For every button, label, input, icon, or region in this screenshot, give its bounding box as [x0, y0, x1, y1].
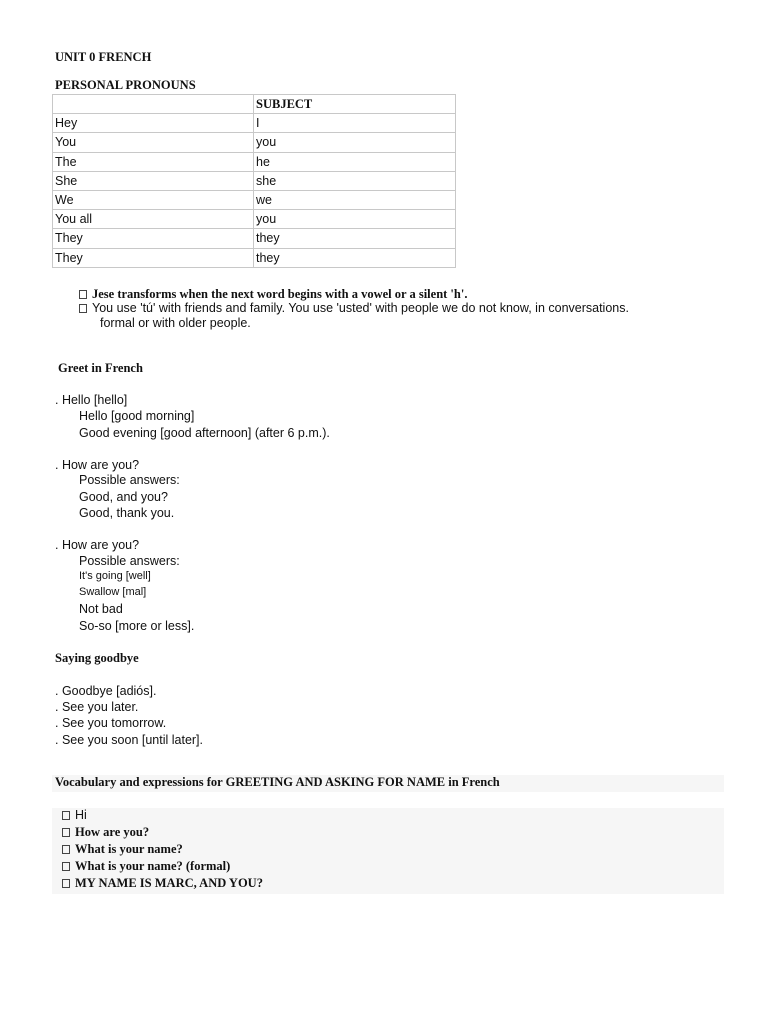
- pronouns-table: [52, 94, 456, 268]
- note-item: [79, 287, 467, 302]
- table-cell: You all: [52, 210, 253, 229]
- table-cell: you: [253, 210, 456, 229]
- table-row: [52, 133, 456, 152]
- table-cell: They: [52, 249, 253, 268]
- greeting-item: . How are you?: [55, 538, 140, 552]
- greeting-subitem: So-so [more or less].: [79, 619, 195, 633]
- table-cell: she: [253, 172, 456, 191]
- greeting-subitem: Swallow [mal]: [79, 586, 147, 598]
- square-bullet-icon: [62, 845, 70, 854]
- table-cell: we: [253, 191, 456, 210]
- table-header-cell: SUBJECT: [253, 94, 456, 114]
- goodbye-item: . See you soon [until later].: [55, 733, 204, 747]
- greeting-item: . Hello [hello]: [55, 393, 128, 407]
- table-row: [52, 249, 456, 268]
- note-continuation: formal or with older people.: [100, 316, 251, 330]
- greeting-subitem: Not bad: [79, 602, 123, 616]
- vocab-text: What is your name?: [75, 842, 183, 856]
- pronouns-heading: PERSONAL PRONOUNS: [55, 78, 196, 92]
- table-cell: he: [253, 153, 456, 172]
- table-cell: you: [253, 133, 456, 152]
- goodbye-heading: Saying goodbye: [55, 651, 139, 665]
- vocab-text: MY NAME IS MARC, AND YOU?: [75, 876, 263, 890]
- greeting-item: . How are you?: [55, 458, 140, 472]
- greeting-subitem: Good, and you?: [79, 490, 168, 504]
- greeting-subitem: Possible answers:: [79, 473, 180, 487]
- page-title: UNIT 0 FRENCH: [55, 50, 152, 64]
- note-text: You use 'tú' with friends and family. You use 'usted' with people we do not know, in conversations.: [92, 301, 629, 315]
- table-row: [52, 114, 456, 133]
- greeting-subitem: Possible answers:: [79, 554, 180, 568]
- greeting-subitem: Good, thank you.: [79, 506, 175, 520]
- vocab-text: Hi: [75, 808, 87, 822]
- table-cell: Hey: [52, 114, 253, 133]
- square-bullet-icon: [79, 290, 87, 299]
- table-row: [52, 210, 456, 229]
- table-cell: The: [52, 153, 253, 172]
- square-bullet-icon: [62, 862, 70, 871]
- vocab-item: [62, 842, 183, 857]
- vocab-text: What is your name? (formal): [75, 859, 231, 873]
- table-row: [52, 153, 456, 172]
- vocab-heading: Vocabulary and expressions for GREETING AND ASKING FOR NAME in French: [55, 775, 500, 789]
- table-cell: We: [52, 191, 253, 210]
- table-cell: They: [52, 229, 253, 248]
- goodbye-item: . See you later.: [55, 700, 139, 714]
- goodbye-item: . Goodbye [adiós].: [55, 684, 157, 698]
- table-row: [52, 229, 456, 248]
- greeting-subitem: Hello [good morning]: [79, 409, 195, 423]
- greet-heading: Greet in French: [58, 361, 143, 375]
- table-cell: they: [253, 249, 456, 268]
- vocab-text: How are you?: [75, 825, 150, 839]
- square-bullet-icon: [62, 811, 70, 820]
- square-bullet-icon: [79, 304, 87, 313]
- table-cell: You: [52, 133, 253, 152]
- table-header-row: [52, 94, 456, 114]
- square-bullet-icon: [62, 828, 70, 837]
- table-cell: She: [52, 172, 253, 191]
- note-text: Jese transforms when the next word begins with a vowel or a silent 'h'.: [92, 287, 468, 301]
- table-header-cell: [52, 94, 253, 114]
- vocab-item: [62, 876, 263, 891]
- square-bullet-icon: [62, 879, 70, 888]
- table-cell: they: [253, 229, 456, 248]
- table-cell: I: [253, 114, 456, 133]
- vocab-item: [62, 859, 230, 874]
- greeting-subitem: It's going [well]: [79, 570, 151, 582]
- vocab-item: [62, 808, 87, 822]
- vocab-item: [62, 825, 149, 840]
- table-row: [52, 172, 456, 191]
- table-row: [52, 191, 456, 210]
- greeting-subitem: Good evening [good afternoon] (after 6 p.m.).: [79, 426, 330, 440]
- note-item: [79, 301, 629, 315]
- goodbye-item: . See you tomorrow.: [55, 716, 167, 730]
